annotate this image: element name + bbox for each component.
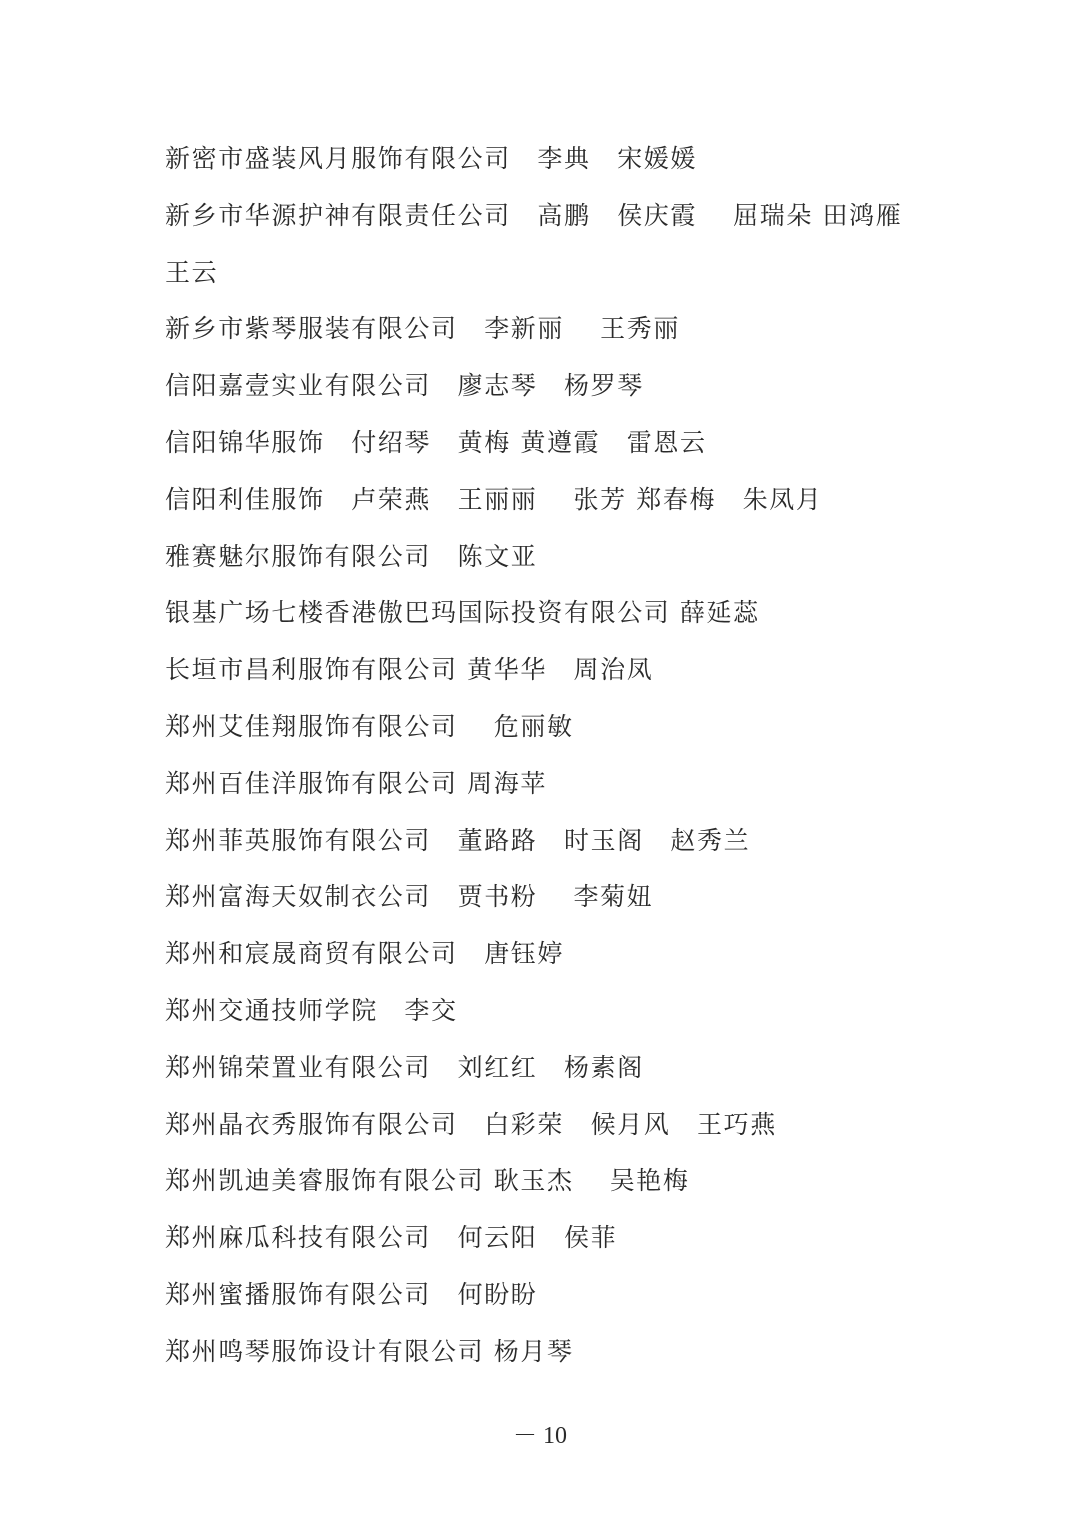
list-line: 郑州富海天奴制衣公司 贾书粉 李菊妞 (165, 882, 654, 912)
list-line: 郑州晶衣秀服饰有限公司 白彩荣 候月风 王巧燕 (165, 1109, 777, 1139)
list-line: 郑州锦荣置业有限公司 刘红红 杨素阁 (165, 1052, 644, 1082)
list-line: 郑州菲英服饰有限公司 董路路 时玉阁 赵秀兰 (165, 825, 751, 855)
page-number: － 10 (513, 1423, 567, 1449)
list-line: 银基广场七楼香港傲巴玛国际投资有限公司 薛延蕊 (165, 598, 760, 628)
list-line: 雅赛魅尔服饰有限公司 陈文亚 (165, 541, 538, 571)
name-list (165, 131, 965, 1381)
list-line: 长垣市昌利服饰有限公司 黄华华 周治凤 (165, 655, 654, 685)
list-line: 郑州麻瓜科技有限公司 何云阳 侯菲 (165, 1223, 618, 1253)
list-line: 新密市盛装风月服饰有限公司 李典 宋媛媛 (165, 144, 698, 173)
list-line: 王云 (165, 257, 219, 287)
list-line: 信阳利佳服饰 卢荣燕 王丽丽 张芳 郑春梅 朱凤月 (165, 484, 823, 514)
list-line: 郑州和宸晟商贸有限公司 唐钰婷 (165, 939, 565, 969)
list-line: 信阳嘉壹实业有限公司 廖志琴 杨罗琴 (165, 371, 644, 401)
list-line: 新乡市紫琴服装有限公司 李新丽 王秀丽 (165, 314, 680, 344)
list-line: 信阳锦华服饰 付绍琴 黄梅 黄遵霞 雷恩云 (165, 427, 707, 457)
list-line: 郑州交通技师学院 李交 (165, 995, 458, 1025)
list-line: 郑州凯迪美睿服饰有限公司 耿玉杰 吴艳梅 (165, 1166, 690, 1196)
list-line: 郑州艾佳翔服饰有限公司 危丽敏 (165, 711, 574, 741)
list-line: 郑州百佳洋服饰有限公司 周海苹 (165, 768, 547, 798)
list-line: 郑州蜜播服饰有限公司 何盼盼 (165, 1279, 538, 1309)
list-line: 新乡市华源护神有限责任公司 高鹏 侯庆霞 屈瑞朵 田鸿雁 (165, 200, 903, 230)
list-line: 郑州鸣琴服饰设计有限公司 杨月琴 (165, 1336, 574, 1366)
